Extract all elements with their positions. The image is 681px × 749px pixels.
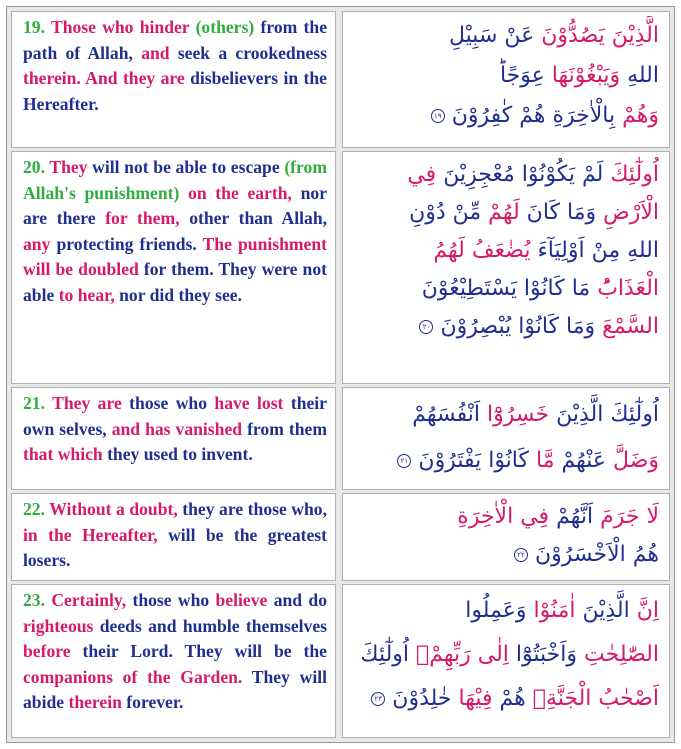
arabic-line — [351, 677, 659, 721]
translation-segment: before — [23, 641, 71, 662]
translation-segment: for them. They were not able — [23, 259, 327, 305]
verse-table — [6, 6, 675, 743]
translation-segment: (from Allah's punishment) — [23, 157, 327, 203]
translation-segment: The punishment will be doubled — [23, 233, 327, 280]
arabic-segment: اِنَّ — [636, 598, 659, 623]
translation-segment: their Lord. They will be the — [70, 641, 327, 662]
arabic-line — [351, 438, 659, 484]
arabic-segment: اَنْفُسَهُمْ — [412, 402, 488, 427]
translation-segment: (others) — [195, 17, 255, 37]
arabic-cell — [342, 151, 670, 384]
translation-segment: and — [141, 42, 170, 63]
translation-segment: that which — [23, 444, 103, 465]
translation-segment: and do — [267, 590, 327, 610]
arabic-segment: اَصْحٰبُ الْجَنَّةِۚ — [532, 686, 659, 711]
arabic-line — [351, 498, 659, 536]
arabic-segment: هُمُ الْاَخْسَرُوْنَ — [534, 542, 659, 567]
arabic-line — [351, 392, 659, 438]
translation-cell — [11, 584, 336, 738]
arabic-segment: كَانُوْا يَفْتَرُوْنَ — [418, 448, 536, 473]
translation-segment: any — [23, 233, 51, 254]
arabic-segment: وَعَمِلُوا — [465, 598, 534, 623]
translation-segment: 23. — [23, 590, 52, 610]
ayah-number-marker: ٢٢ — [514, 548, 528, 562]
verse-row — [11, 387, 670, 490]
translation-segment: they are those who, — [177, 499, 327, 519]
translation-segment: Certainly, — [51, 590, 127, 610]
arabic-cell — [342, 387, 670, 490]
arabic-segment: اٰمَنُوْا — [533, 598, 576, 623]
arabic-segment: فِي — [407, 162, 437, 187]
arabic-segment: الَّذِيْنَ يَصُدُّوْنَ — [541, 23, 659, 48]
ayah-number-marker: ٢٠ — [419, 320, 433, 334]
translation-segment: will not be able to escape — [92, 157, 285, 177]
arabic-cell — [342, 493, 670, 581]
ayah-number-marker: ١٩ — [431, 109, 445, 123]
translation-segment: in the Hereafter, — [23, 524, 158, 545]
arabic-line — [351, 96, 659, 136]
arabic-segment: مِّنْ دُوْنِ — [409, 200, 489, 225]
translation-segment: righteous — [23, 615, 94, 636]
verse-row — [11, 493, 670, 581]
arabic-line — [351, 56, 659, 96]
translation-segment: They — [49, 157, 93, 177]
arabic-segment: مَا كَانُوْا يَسْتَطِيْعُوْنَ — [421, 276, 598, 301]
arabic-segment: الَّذِيْنَ — [549, 402, 611, 427]
arabic-segment: لَمْ يَكُوْنُوْا مُعْجِزِيْنَ — [436, 162, 611, 187]
translation-text — [23, 15, 327, 117]
arabic-segment: وَاَخْبَتُوْٓا — [508, 642, 585, 667]
arabic-segment: وَمَا كَانَ — [519, 200, 604, 225]
translation-segment: those who — [126, 590, 216, 610]
arabic-line — [351, 270, 659, 308]
arabic-segment: وَمَا كَانُوْا يُبْصِرُوْنَ — [440, 314, 603, 339]
translation-segment: protecting friends. — [50, 233, 203, 254]
translation-segment: believe — [215, 590, 268, 610]
arabic-segment: هُمْ — [492, 686, 533, 711]
arabic-segment: اِلٰى رَبِّهِمْۙ — [416, 642, 509, 667]
translation-segment: Those who hinder — [50, 17, 196, 37]
ayah-number-marker: ٢١ — [397, 454, 411, 468]
arabic-segment: بِالْاٰخِرَةِ هُمْ كٰفِرُوْنَ — [451, 103, 623, 128]
ayah-number-marker: ٢٣ — [371, 692, 385, 706]
translation-segment: They are — [52, 393, 122, 413]
translation-segment: 22. — [23, 499, 50, 519]
translation-cell — [11, 387, 336, 490]
arabic-segment: السَّمْعَ — [602, 314, 659, 339]
arabic-line — [351, 308, 659, 346]
arabic-line — [351, 16, 659, 56]
arabic-segment: وَهُمْ — [622, 103, 659, 128]
arabic-segment: عَنْهُمْ — [554, 448, 614, 473]
arabic-segment: الَّذِيْنَ — [575, 598, 637, 623]
arabic-segment: يُضٰعَفُ لَهُمُ — [433, 238, 531, 263]
translation-segment: 20. — [23, 157, 50, 177]
translation-segment: on the earth, — [179, 182, 292, 203]
arabic-segment: عَنْ سَبِيْلِ — [449, 23, 542, 48]
arabic-line — [351, 633, 659, 677]
arabic-segment: اُولٰٓئِكَ — [610, 402, 659, 427]
arabic-line — [351, 536, 659, 574]
translation-cell — [11, 493, 336, 581]
arabic-segment: الْاَرْضِ — [603, 200, 659, 225]
arabic-segment: خٰلِدُوْنَ — [392, 686, 459, 711]
translation-segment: And they are — [80, 68, 191, 89]
translation-segment: companions of the Garden. — [23, 666, 243, 687]
translation-text — [23, 497, 327, 574]
arabic-segment: اَنَّهُمْ — [549, 504, 601, 529]
arabic-segment: عِوَجًاؕ — [499, 63, 552, 88]
arabic-segment: لَا جَرَمَ — [600, 504, 659, 529]
translation-segment: have lost — [214, 393, 284, 413]
arabic-line — [351, 194, 659, 232]
translation-segment: seek a crookedness — [169, 42, 327, 63]
arabic-segment: اُولٰٓئِكَ — [610, 162, 659, 187]
translation-segment: will be the greatest losers. — [23, 524, 328, 571]
arabic-line — [351, 232, 659, 270]
translation-text — [23, 391, 327, 468]
translation-cell — [11, 11, 336, 148]
translation-segment: disbelievers in the Hereafter. — [23, 68, 327, 114]
translation-segment: forever. — [121, 692, 184, 713]
arabic-line — [351, 156, 659, 194]
translation-segment: and has vanished — [111, 418, 243, 439]
translation-segment: deeds and humble themselves — [93, 615, 327, 636]
translation-segment: 19. — [23, 17, 51, 37]
arabic-segment: فِي الْاٰخِرَةِ — [457, 504, 550, 529]
arabic-cell — [342, 584, 670, 738]
arabic-segment: وَيَبْغُوْنَهَا — [551, 63, 621, 88]
translation-segment: They will abide — [23, 666, 327, 713]
arabic-segment: فِيْهَا — [458, 686, 493, 711]
arabic-line — [351, 589, 659, 633]
translation-text — [23, 155, 327, 309]
translation-segment: they used to invent. — [102, 444, 253, 465]
arabic-segment: وَضَلَّ — [613, 448, 659, 473]
translation-segment: other than Allah, — [179, 208, 327, 229]
translation-cell — [11, 151, 336, 384]
arabic-segment: الصّٰلِحٰتِ — [584, 642, 659, 667]
translation-text — [23, 588, 327, 716]
translation-segment: from them — [242, 418, 327, 439]
translation-segment: nor did they see. — [114, 284, 242, 305]
arabic-segment: مَّا — [535, 448, 555, 473]
verse-row — [11, 584, 670, 738]
arabic-segment: الْعَذَابُؕ — [597, 276, 659, 301]
arabic-segment: اللهِ — [620, 63, 659, 88]
arabic-segment: اُولٰٓئِكَ — [360, 642, 417, 667]
translation-segment: 21. — [23, 393, 53, 413]
translation-segment: nor are there — [23, 182, 328, 229]
translation-segment: from the path of Allah, — [23, 17, 327, 63]
translation-segment: Without a doubt, — [49, 499, 178, 519]
verse-row — [11, 151, 670, 384]
translation-segment: their own selves, — [23, 393, 327, 439]
translation-segment: therein — [68, 692, 122, 713]
translation-segment: those who — [121, 393, 215, 413]
translation-segment: therein. — [23, 68, 81, 89]
translation-segment: for them, — [105, 208, 180, 229]
verse-row — [11, 11, 670, 148]
arabic-segment: خَسِرُوْٓا — [487, 402, 550, 427]
arabic-segment: لَهُمْ — [488, 200, 520, 225]
translation-segment: to hear, — [58, 284, 115, 305]
arabic-cell — [342, 11, 670, 148]
arabic-segment: اللهِ مِنْ اَوْلِيَآءَ — [530, 238, 659, 263]
